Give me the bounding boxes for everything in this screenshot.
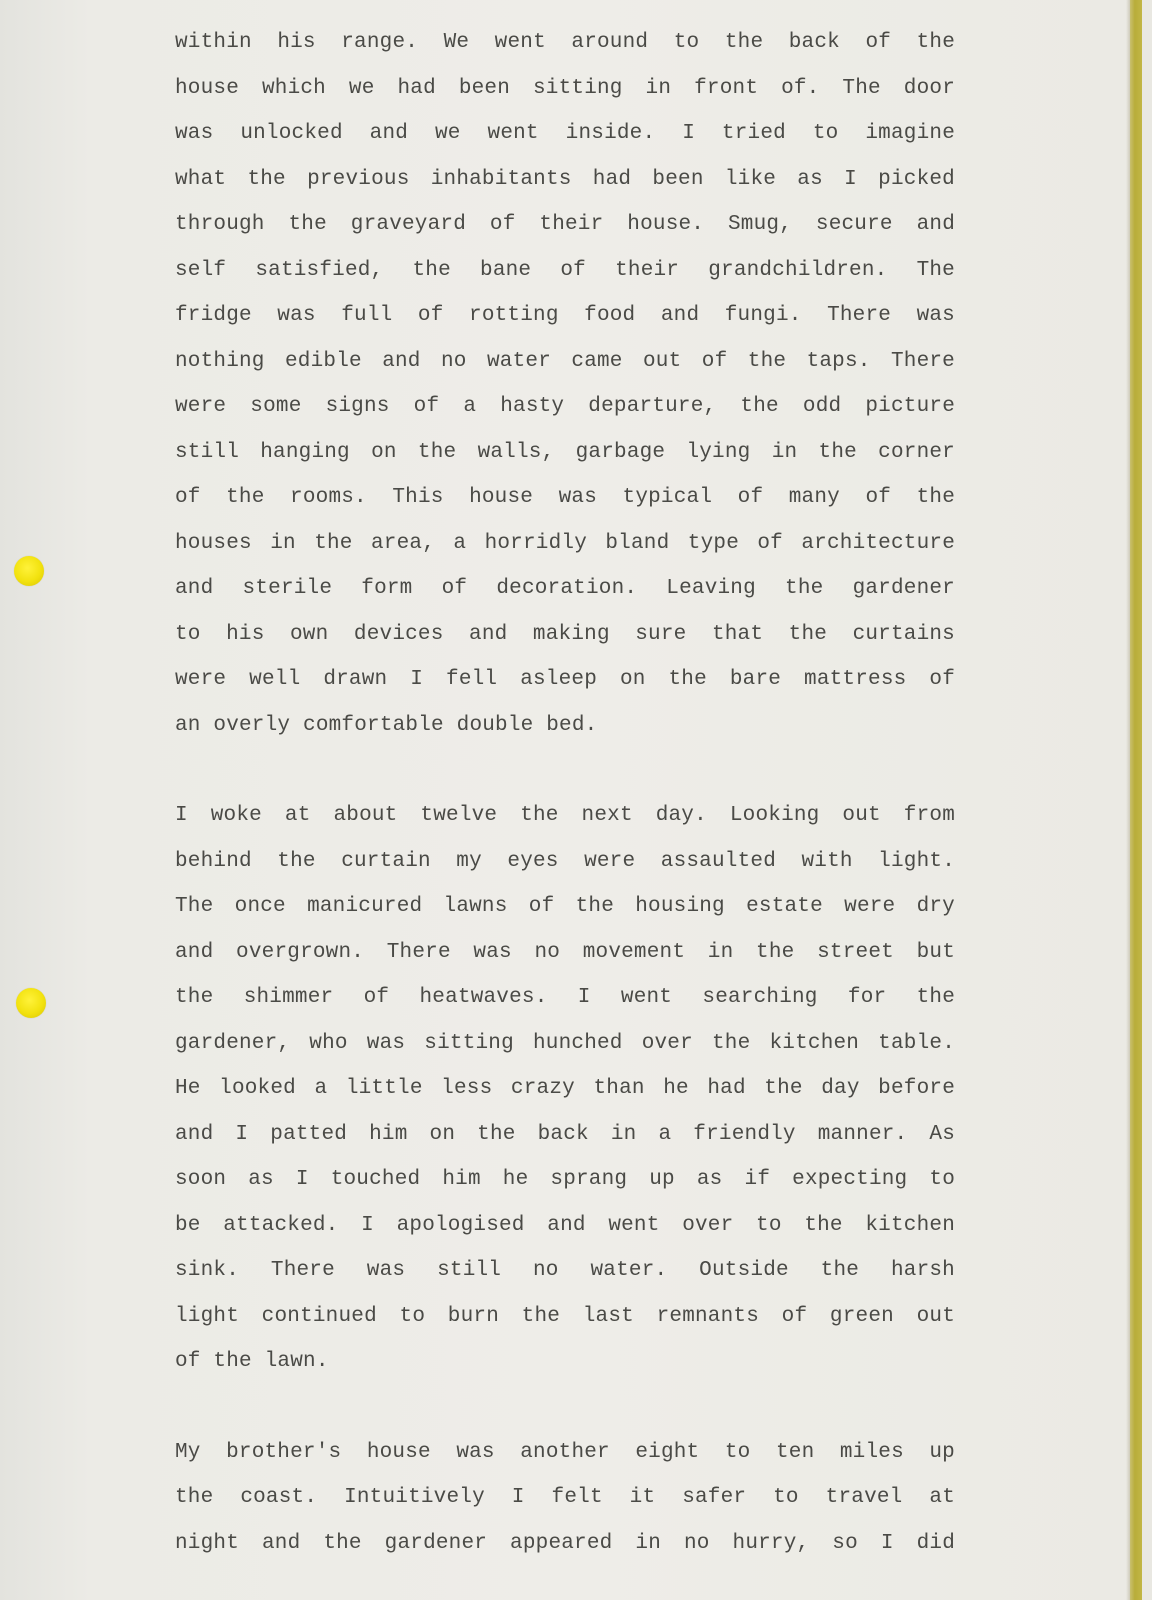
text-line: and overgrown. There was no movement in the street but [175, 940, 955, 964]
text-line: the shimmer of heatwaves. I went searching for the [175, 986, 955, 1009]
text-line: gardener, who was sitting hunched over the kitchen table. [175, 1031, 955, 1055]
text-line: of the lawn. [175, 1350, 329, 1373]
text-line: still hanging on the walls, garbage lying in the corner [175, 440, 955, 464]
text-line: He looked a little less crazy than he had the day before [175, 1077, 955, 1100]
text-line: and I patted him on the back in a friendly manner. As [175, 1122, 955, 1146]
body-text [175, 20, 955, 1566]
yellow-punch-hole-dot-icon [16, 988, 46, 1018]
text-line: of the rooms. This house was typical of many of the [175, 486, 955, 509]
text-line: be attacked. I apologised and went over to the kitchen [175, 1213, 955, 1237]
text-line: self satisfied, the bane of their grandchildren. The [175, 258, 955, 282]
text-line: was unlocked and we went inside. I tried to imagine [175, 122, 955, 145]
text-line: behind the curtain my eyes were assaulted with light. [175, 849, 955, 873]
text-line: light continued to burn the last remnants of green out [175, 1304, 955, 1328]
text-line: and sterile form of decoration. Leaving the gardener [175, 577, 955, 600]
text-line: through the graveyard of their house. Smug, secure and [175, 213, 955, 236]
text-line: soon as I touched him he sprang up as if expecting to [175, 1168, 955, 1191]
paragraph-gap [175, 748, 955, 793]
text-line: were well drawn I fell asleep on the bare mattress of [175, 668, 955, 691]
text-line: night and the gardener appeared in no hurry, so I did [175, 1531, 955, 1555]
paragraph-gap [175, 1385, 955, 1430]
text-line: an overly comfortable double bed. [175, 713, 598, 737]
text-line: The once manicured lawns of the housing estate were dry [175, 895, 955, 918]
yellow-punch-hole-dot-icon [14, 556, 44, 586]
text-line: house which we had been sitting in front of. The door [175, 76, 955, 100]
text-line: houses in the area, a horridly bland type of architecture [175, 531, 955, 555]
text-line: to his own devices and making sure that the curtains [175, 622, 955, 646]
yellow-edge-strip [1130, 0, 1142, 1600]
text-line: sink. There was still no water. Outside the harsh [175, 1259, 955, 1282]
text-line: within his range. We went around to the back of the [175, 31, 955, 54]
text-line: the coast. Intuitively I felt it safer to travel at [175, 1486, 955, 1509]
text-line: My brother's house was another eight to ten miles up [175, 1440, 955, 1464]
text-line: I woke at about twelve the next day. Looking out from [175, 804, 955, 827]
text-line: were some signs of a hasty departure, the odd picture [175, 395, 955, 418]
text-line: fridge was full of rotting food and fungi. There was [175, 304, 955, 327]
text-line: nothing edible and no water came out of the taps. There [175, 349, 955, 373]
text-line: what the previous inhabitants had been like as I picked [175, 167, 955, 191]
